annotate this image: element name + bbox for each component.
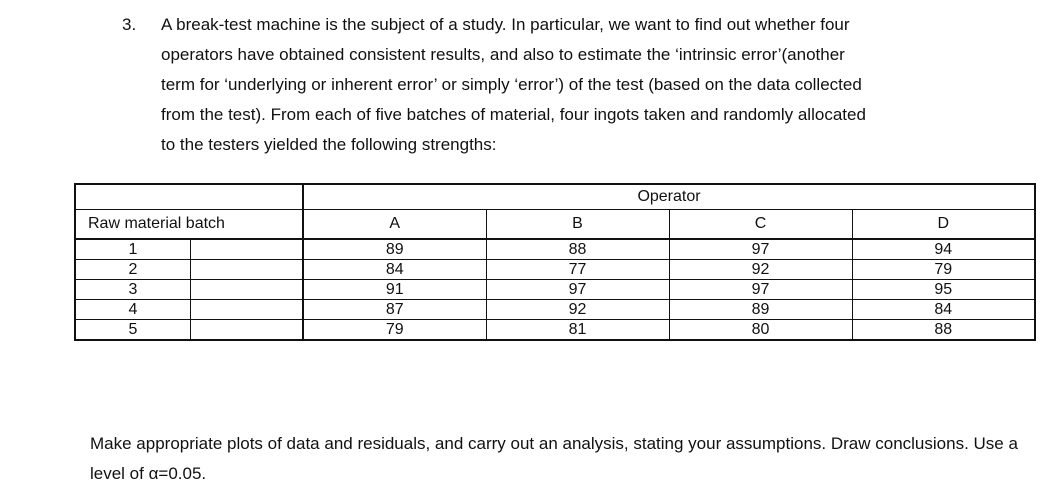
cell-d-4: 84 (852, 300, 1035, 320)
cell-a-5: 79 (303, 320, 486, 341)
table-row (75, 320, 1035, 341)
cell-b-2: 77 (486, 260, 669, 280)
batch-spacer (191, 260, 302, 279)
cell-b-1: 88 (486, 239, 669, 260)
operator-header-a: A (303, 210, 486, 240)
cell-c-1: 97 (669, 239, 852, 260)
operator-header-b: B (486, 210, 669, 240)
batch-column-header: Raw material batch (75, 210, 303, 240)
cell-a-3: 91 (303, 280, 486, 300)
batch-number: 4 (76, 300, 191, 319)
batch-spacer (191, 300, 302, 319)
batch-number: 2 (76, 260, 191, 279)
table-group-header-row (75, 184, 1035, 210)
batch-number: 1 (76, 240, 191, 259)
operator-group-header: Operator (303, 184, 1035, 210)
batch-spacer (191, 320, 302, 339)
cell-d-2: 79 (852, 260, 1035, 280)
batch-spacer (191, 240, 302, 259)
cell-c-3: 97 (669, 280, 852, 300)
cell-b-3: 97 (486, 280, 669, 300)
table-corner-cell (75, 184, 303, 210)
question-text: A break-test machine is the subject of a study. In particular, we want to find out whether four operators have obtained consistent results, and also to estimate the ‘intrinsic error’(another term for ‘underlying or inherent error’ or simply ‘error’) of the test (based on the data collected from the test). From each of five batches of material, four ingots taken and randomly allocated to the testers yielded the following strengths: (161, 15, 866, 154)
cell-c-5: 80 (669, 320, 852, 341)
cell-a-4: 87 (303, 300, 486, 320)
operator-header-c: C (669, 210, 852, 240)
cell-c-4: 89 (669, 300, 852, 320)
instructions-text: Make appropriate plots of data and residuals, and carry out an analysis, stating your assumptions. Draw conclusions. Use a level of α=0.05. (90, 434, 1018, 483)
batch-spacer (191, 280, 302, 299)
cell-b-5: 81 (486, 320, 669, 341)
cell-a-1: 89 (303, 239, 486, 260)
cell-d-3: 95 (852, 280, 1035, 300)
cell-d-1: 94 (852, 239, 1035, 260)
operator-header-d: D (852, 210, 1035, 240)
cell-b-4: 92 (486, 300, 669, 320)
table-row (75, 260, 1035, 280)
table-row (75, 280, 1035, 300)
question-number: 3. (122, 15, 137, 34)
table-row (75, 239, 1035, 260)
batch-number: 5 (76, 320, 191, 339)
table-header-row (75, 210, 1035, 240)
cell-a-2: 84 (303, 260, 486, 280)
cell-d-5: 88 (852, 320, 1035, 341)
table-row (75, 300, 1035, 320)
cell-c-2: 92 (669, 260, 852, 280)
strength-table (74, 183, 1036, 341)
batch-number: 3 (76, 280, 191, 299)
